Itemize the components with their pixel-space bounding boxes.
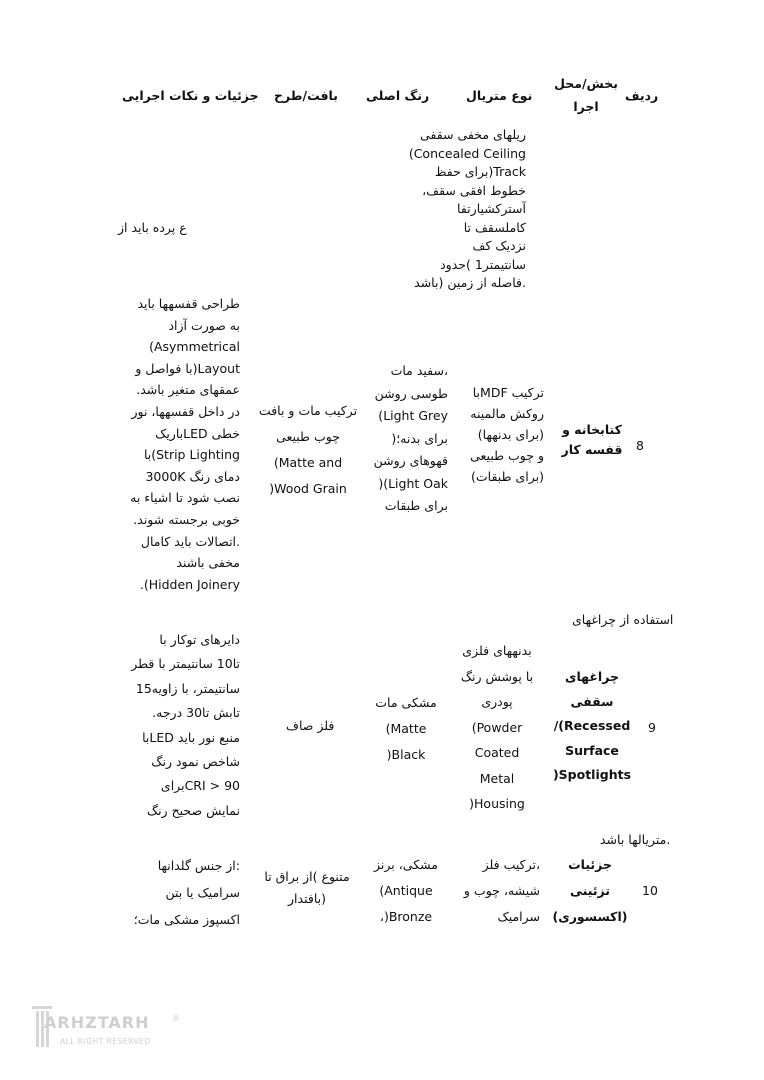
watermark-reg: ® [172,1014,180,1023]
row10-details: :از جنس گلدانها سرامیک یا بتن اکسپوز مشکی مات؛ [133,858,240,927]
row8-section: کتابخانه و قفسه کار [561,422,623,457]
row9-details: دایرهای توکار با تا10 سانتیمتر با قطر سانتیمتر، با زاویه15 تابش تا30 درجه. منبع نور باید LEDبا شاخص نمود رنگ CRI > 90برای نمایش صحیح رنگ [131,632,240,818]
row9-section: چراغهای سقفی Recessed)/ Surface Spotlights( [552,669,632,783]
row8-details: طراحی قفسهها باید به صورت آزاد Asymmetrical) Layout(با فواصل و عمقهای متغیر باشد. در داخل قفسهها، نور خطی LEDباریک Strip Lighting)با دمای رنگ 3000K نصب شود تا اشیاء به خوبی برجسته شوند. .اتصالات باید کامال مخفی باشند Hidden Joinery). [130,296,240,592]
row10-number: 10 [642,883,658,898]
row8-material: ترکیب MDFبا روکش مالمینه (برای بدنهها) و چوب طبیعی (برای طبقات) [470,385,544,484]
header-row: ردیف [625,88,659,103]
row10-color: مشکی، برنز Antique) Bronze(، [374,857,438,924]
row8-number: 8 [636,438,644,453]
prev-material: ریلهای مخفی سقفی Concealed Ceiling) Track(برای حفظ خطوط افقی سقف، آسترکشیارتفا کاملسقف تا نزدیک کف سانتیمتر1 )حدود .فاصله از زمین (باشد [408,127,526,290]
row9-texture: فلز صاف [286,718,335,733]
row10-material: ،ترکیب فلز شیشه، چوب و سرامیک [463,857,540,924]
row10-section: جزئیات تزئینی (اکسسوری) [552,857,628,924]
header-material: نوع متریال [466,88,533,103]
row9-color: مشکی مات Matte) Black( [375,695,437,762]
row9-number: 9 [648,720,656,735]
watermark-brand: ARHZTARH [44,1013,150,1032]
row10-texture: متنوع )از براق تا (بافتدار [264,869,350,906]
row9-note: .متریالها باشد [600,832,671,847]
header-color: رنگ اصلی [366,88,430,103]
header-section: بخش/محل اجرا [554,76,618,114]
row8-color: ،سفید مات طوسی روشن Light Grey) برای بدنه؛( قهوهای روشن Light Oak)( برای طبقات [373,363,448,513]
watermark-sub: ALL RIGHT RESERVED [60,1037,151,1046]
header-texture: بافت/طرح [274,88,338,103]
header-details: جزئیات و نکات اجرایی [122,88,259,103]
row9-material: بدنههای فلزی با پوشش رنگ پودری Powder) Coated Metal Housing( [460,643,534,811]
row8-note: استفاده از چراغهای [572,612,674,627]
row8-texture: ترکیب مات و بافت چوب طبیعی Matte and) Wood Grain( [258,403,358,496]
prev-details: ع پرده باید از [118,220,187,235]
